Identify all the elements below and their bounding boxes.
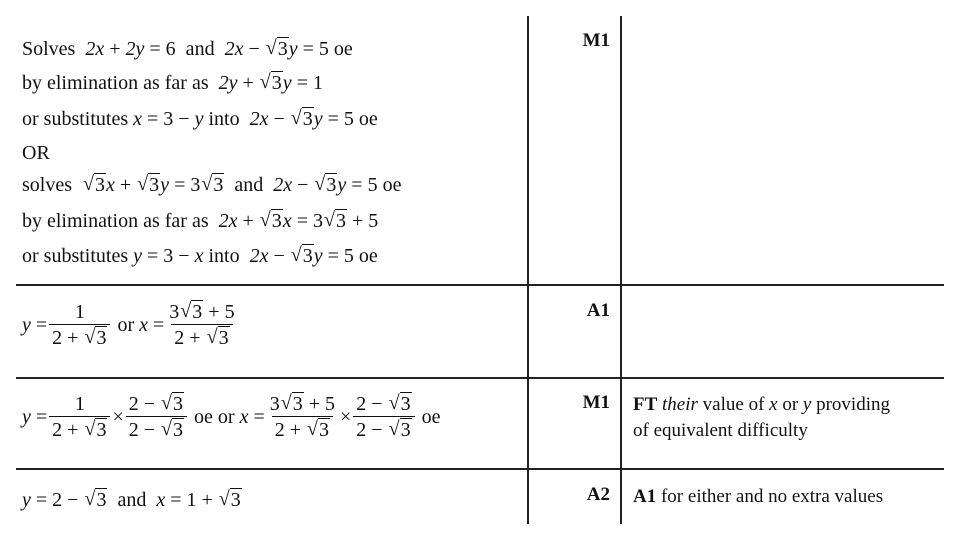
guidance-line: FT their value of x or y providing bbox=[633, 394, 890, 415]
answer-line: y = 2 − √ 3 and x = 1 + √ 3 bbox=[22, 487, 242, 513]
answer-line: solves √ 3x + √ 3y = 3√ 3 and 2x − √ 3y = 5 oe bbox=[22, 172, 401, 198]
answer-line: y = $\frac{1}{2 + √ 3}$ or x = $\frac{3√ 3 + 5}{2 + √ 3}$ bbox=[22, 300, 240, 351]
answer-line: OR bbox=[22, 142, 50, 164]
answer-line: Solves 2x + 2y = 6 and 2x − √ 3y = 5 oe bbox=[22, 36, 353, 62]
row-divider-3 bbox=[16, 468, 944, 470]
mark-code: M1 bbox=[582, 392, 610, 413]
answer-line: by elimination as far as 2y + √ 3y = 1 bbox=[22, 70, 323, 96]
guidance-line: A1 for either and no extra values bbox=[633, 486, 884, 507]
answer-line: y = $\frac{1}{2 + √ 3}$ × $\frac{2 - √ 3}{2 - √ 3}$ oe or x = $\frac{3√ 3 + 5}{2 + √ 3}$ × $\frac{2 - √ 3}{2 - √ 3}$ oe bbox=[22, 392, 440, 443]
column-divider-answer bbox=[527, 16, 529, 524]
row-divider-2 bbox=[16, 377, 944, 379]
mark-code: M1 bbox=[582, 30, 610, 51]
answer-line: by elimination as far as 2x + √ 3x = 3√ 3 + 5 bbox=[22, 208, 378, 234]
mark-code: A1 bbox=[586, 300, 610, 321]
answer-line: or substitutes y = 3 − x into 2x − √ 3y = 5 oe bbox=[22, 243, 378, 269]
answer-line: or substitutes x = 3 − y into 2x − √ 3y = 5 oe bbox=[22, 106, 378, 132]
guidance-line: of equivalent difficulty bbox=[633, 420, 808, 441]
row-divider-1 bbox=[16, 284, 944, 286]
mark-code: A2 bbox=[586, 484, 610, 505]
column-divider-mark bbox=[620, 16, 622, 524]
